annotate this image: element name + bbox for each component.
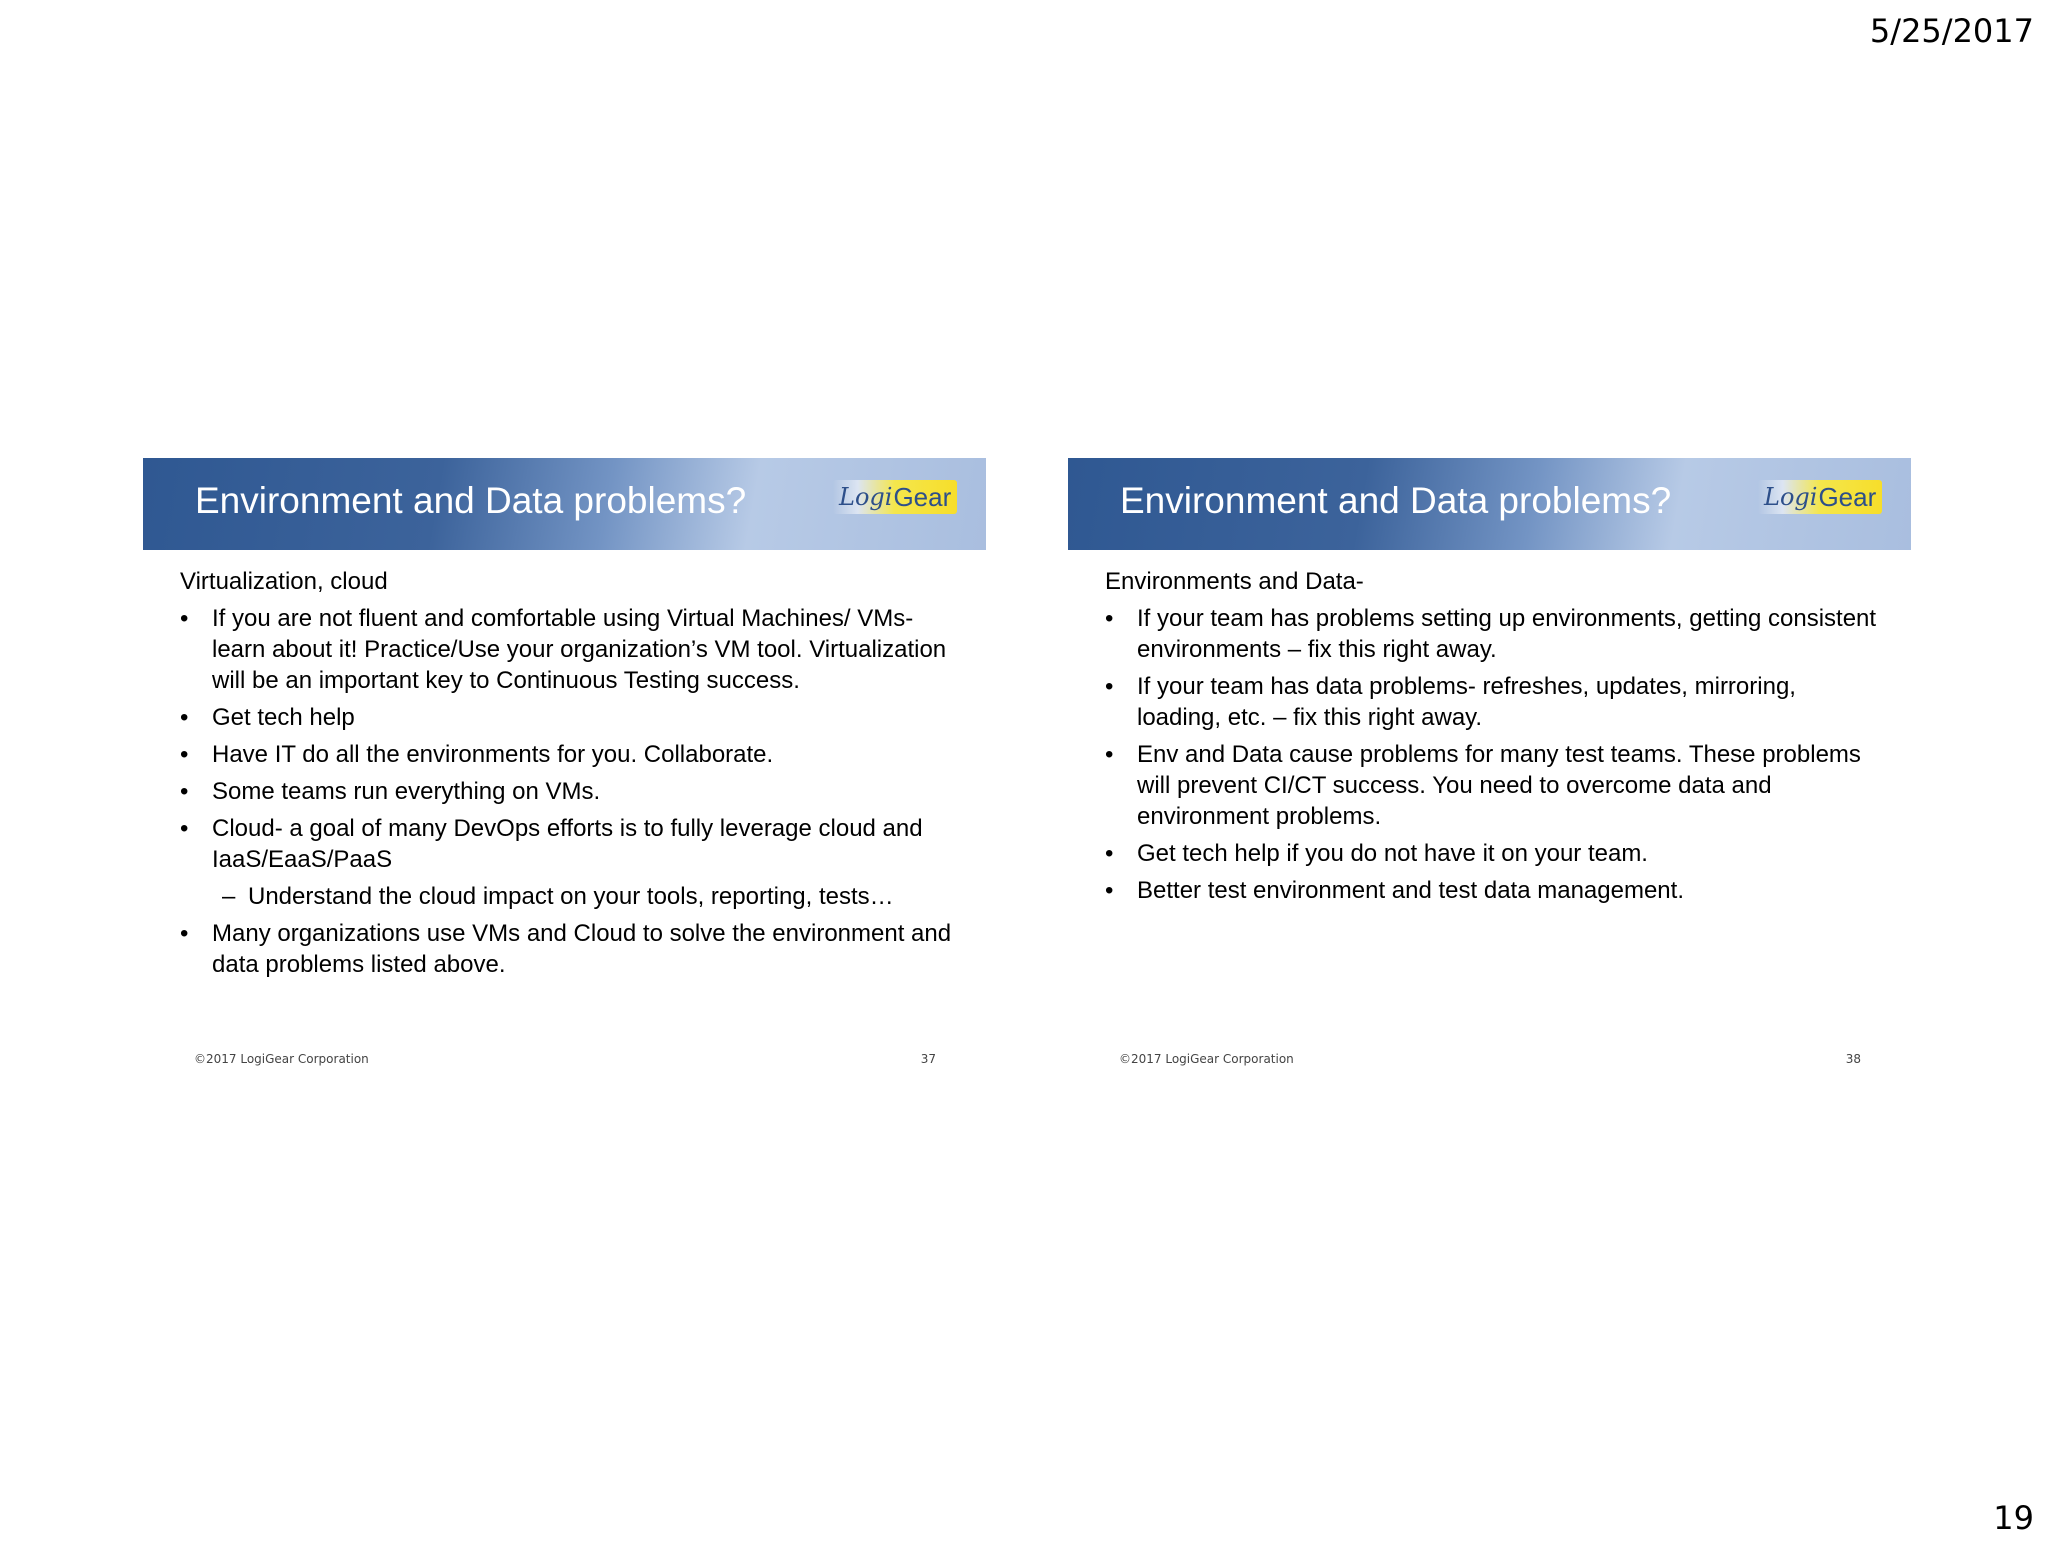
slide-subheading: Virtualization, cloud	[180, 568, 388, 595]
logo-text-gear: Gear	[893, 481, 952, 512]
logigear-logo-icon	[833, 480, 957, 514]
logo-text-gear: Gear	[1818, 481, 1877, 512]
bullet-item: • Many organizations use VMs and Cloud to solve the environment and data problems listed above.	[180, 918, 960, 980]
slide-subheading: Environments and Data-	[1105, 568, 1364, 595]
bullet-list	[1105, 603, 1885, 906]
slide-37	[143, 458, 986, 1078]
slide-body	[180, 566, 960, 986]
bullet-item: • Better test environment and test data management.	[1105, 875, 1885, 906]
sub-bullet-item: – Understand the cloud impact on your tools, reporting, tests…	[180, 881, 960, 912]
bullet-item: • Some teams run everything on VMs.	[180, 776, 960, 807]
bullet-item: • If your team has problems setting up environments, getting consistent environments – fix this right away.	[1105, 603, 1885, 665]
slide-title: Environment and Data problems?	[1120, 480, 1672, 521]
page-date: 5/25/2017	[1869, 12, 2034, 50]
bullet-item: • Have IT do all the environments for you. Collaborate.	[180, 739, 960, 770]
slide-header	[1068, 458, 1911, 550]
logo-text-logi: Logi	[1764, 483, 1818, 511]
slide-38	[1068, 458, 1911, 1078]
bullet-item: • Cloud- a goal of many DevOps efforts is to fully leverage cloud and IaaS/EaaS/PaaS	[180, 813, 960, 875]
bullet-item: • Env and Data cause problems for many test teams. These problems will prevent CI/CT success. You need to overcome data and environment problems.	[1105, 739, 1885, 832]
footer-copyright: ©2017 LogiGear Corporation	[1119, 1052, 1294, 1066]
page-number: 19	[1993, 1499, 2034, 1537]
slide-title: Environment and Data problems?	[195, 480, 747, 521]
footer-copyright: ©2017 LogiGear Corporation	[194, 1052, 369, 1066]
bullet-list	[180, 603, 960, 980]
bullet-item: • Get tech help if you do not have it on your team.	[1105, 838, 1885, 869]
slide-body	[1105, 566, 1885, 912]
logo-text-logi: Logi	[839, 483, 893, 511]
bullet-item: • If you are not fluent and comfortable using Virtual Machines/ VMs- learn about it! Practice/Use your organization’s VM tool. Virtualization will be an important key to Continuous Testing success.	[180, 603, 960, 696]
slide-header	[143, 458, 986, 550]
slide-number: 37	[920, 1052, 936, 1066]
bullet-item: • Get tech help	[180, 702, 960, 733]
slide-number: 38	[1845, 1052, 1861, 1066]
bullet-item: • If your team has data problems- refreshes, updates, mirroring, loading, etc. – fix this right away.	[1105, 671, 1885, 733]
logigear-logo-icon	[1758, 480, 1882, 514]
